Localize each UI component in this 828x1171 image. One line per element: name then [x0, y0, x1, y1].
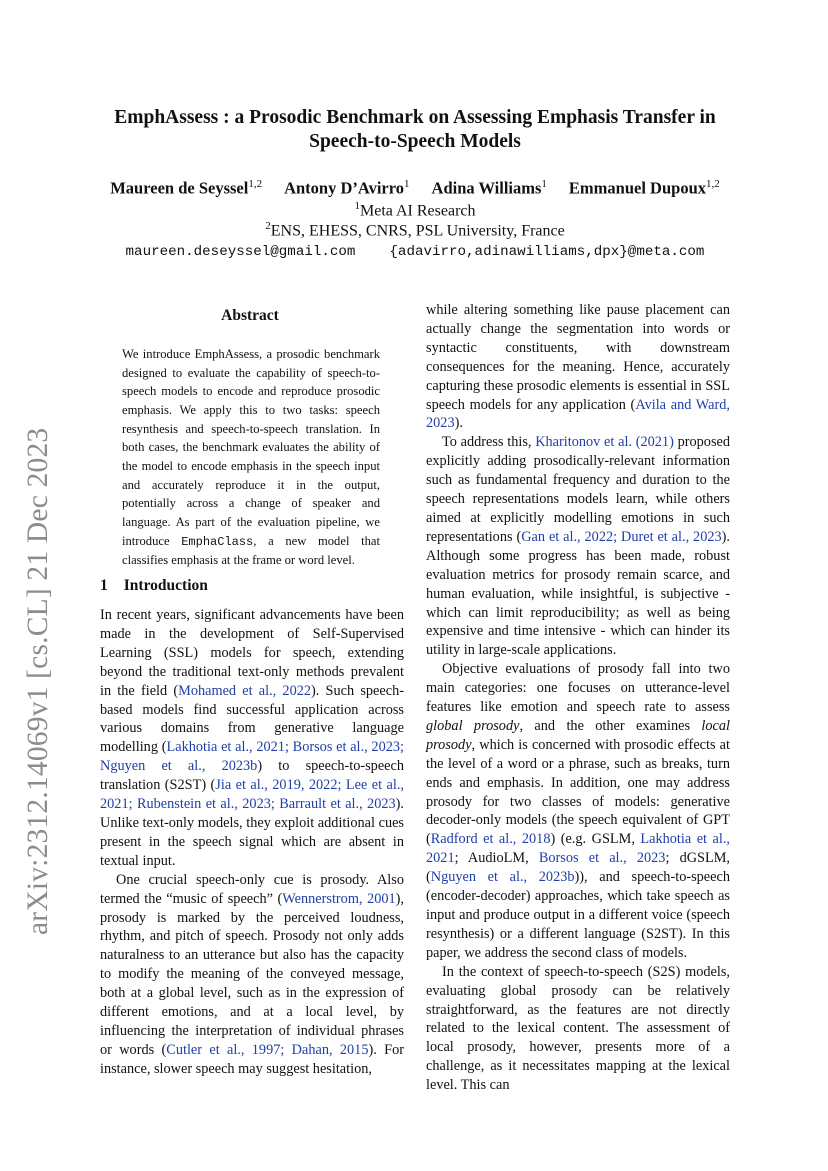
citation-link[interactable]: Wennerstrom, 2001	[282, 890, 396, 907]
paragraph: In recent years, significant advancements have been made in the development of Self-Supervised Learning (SSL) models for speech, extending beyond the traditional text-only methods prevalent in the field (Mohamed et al., 2022). Such speech-based models find successful application across various domains from generative language modelling (Lakhotia et al., 2021; Borsos et al., 2023; Nguyen et al., 2023b) to speech-to-speech translation (S2ST) (Jia et al., 2019, 2022; Lee et al., 2021; Rubenstein et al., 2023; Barrault et al., 2023). Unlike text-only models, they exploit additional cues present in the speech signal which are absent in textual input.	[100, 607, 405, 869]
author: Antony D’Avirro$^1$	[284, 178, 410, 198]
left-column	[100, 606, 404, 1079]
citation-link[interactable]: Cutler et al., 1997; Dahan, 2015	[166, 1041, 369, 1058]
paragraph: while altering something like pause placement can actually change the segmentation into words or syntactic constituents, with downstream consequences for the meaning. Hence, accurately capturing these prosodic elements is essential in SSL speech models for any application (Avila and Ward, 2023).	[426, 302, 730, 432]
paper-title	[70, 106, 760, 154]
paragraph: To address this, Kharitonov et al. (2021) proposed explicitly adding prosodically-relevant information such as fundamental frequency and duration to the speech representations models learn, while others aimed at explicitly modelling emotions in such representations (Gan et al., 2022; Duret et al., 2023). Although some progress has been made, robust evaluation metrics for prosody remain scarce, and human evaluation, while insightful, is subjective - which can limit reproducibility; as well as being expensive and time intensive - which can hinder its utility in large-scale applications.	[426, 434, 731, 659]
author-emails	[70, 244, 760, 260]
citation-link[interactable]: Mohamed et al., 2022	[178, 682, 312, 699]
email[interactable]: {adavirro,adinawilliams,dpx}@meta.com	[389, 244, 705, 260]
title-line-1: EmphAssess : a Prosodic Benchmark on Assessing Emphasis Transfer in	[114, 107, 716, 128]
paragraph: One crucial speech-only cue is prosody. Also termed the “music of speech” (Wennerstrom, 2001), prosody is marked by the perceived loudness, rhythm, and pitch of speech. Prosody not only adds naturalness to an utterance but also has the capacity to modify the meaning of the conveyed message, both at a global level, such as in the expression of different emotions, and at a local level, by influencing the interpretation of individual phrases or words (Cutler et al., 1997; Dahan, 2015). For instance, slower speech may suggest hesitation,	[100, 871, 405, 1077]
arxiv-identifier: arXiv:2312.14069v1 [cs.CL] 21 Dec 2023	[22, 427, 54, 935]
paragraph: In the context of speech-to-speech (S2S) models, evaluating global prosody can be relatively straightforward, as the features are not directly related to the lexical content. The assessment of local prosody, however, presents more of a challenge, as it necessitates mapping at the lexical level. This can	[426, 963, 730, 1094]
citation-link[interactable]: Lakhotia et al., 2021	[426, 831, 730, 867]
citation-link[interactable]: Lakhotia et al., 2021; Borsos et al., 2023; Nguyen et al., 2023b	[100, 739, 404, 775]
citation-link[interactable]: Borsos et al., 2023	[538, 850, 666, 867]
citation-link[interactable]: Radford et al., 2018	[430, 831, 551, 848]
author: Maureen de Seyssel$^{1,2}$	[110, 178, 263, 198]
citation-link[interactable]: Nguyen et al., 2023b	[430, 869, 575, 886]
author: Adina Williams$^1$	[431, 178, 547, 198]
affiliation: $^1$Meta AI Research	[354, 200, 476, 220]
author: Emmanuel Dupoux$^{1,2}$	[568, 178, 720, 198]
author-list	[70, 178, 760, 199]
title-line-2: Speech-to-Speech Models	[309, 131, 521, 152]
section-heading: 1 Introduction	[100, 577, 208, 594]
email[interactable]: maureen.deseyssel@gmail.com	[125, 244, 356, 260]
abstract-heading: Abstract	[221, 307, 279, 324]
citation-link[interactable]: Jia et al., 2019, 2022; Lee et al., 2021; Rubenstein et al., 2023; Barrault et al., 2023	[100, 777, 404, 813]
abstract-body: We introduce EmphAssess, a prosodic benchmark designed to evaluate the capability of speech-to-speech models to encode and reproduce prosodic emphasis. We apply this to two tasks: speech resynthesis and speech-to-speech translation. In both cases, the benchmark evaluates the ability of the model to encode emphasis in the speech input and accurately reproduce it in the output, potentially across a change of speaker and language. As part of the evaluation pipeline, we introduce EmphaClass, a new model that classifies emphasis at the frame or word level.	[122, 347, 380, 568]
citation-link[interactable]: Avila and Ward, 2023	[426, 396, 730, 432]
right-column	[426, 301, 730, 1095]
citation-link[interactable]: Kharitonov et al. (2021)	[535, 434, 674, 451]
paragraph: Objective evaluations of prosody fall into two main categories: one focuses on utterance-level features like emotion and speech rate to assess global prosody, and the other examines local prosody, which is concerned with prosodic effects at the level of a word or a phrase, such as breaks, turn ends and emphasis. In addition, one may address prosody for two classes of models: generative decoder-only models (the speech equivalent of GPT (Radford et al., 2018) (e.g. GSLM, Lakhotia et al., 2021; AudioLM, Borsos et al., 2023; dGSLM, (Nguyen et al., 2023b)), and speech-to-speech (encoder-decoder) approaches, which take speech as input and produce output in a different voice (speech resynthesis) or a different language (S2ST). In this paper, we address the second class of models.	[426, 661, 731, 961]
citation-link[interactable]: Gan et al., 2022; Duret et al., 2023	[521, 528, 722, 545]
affiliation: $^2$ENS, EHESS, CNRS, PSL University, France	[265, 220, 565, 240]
